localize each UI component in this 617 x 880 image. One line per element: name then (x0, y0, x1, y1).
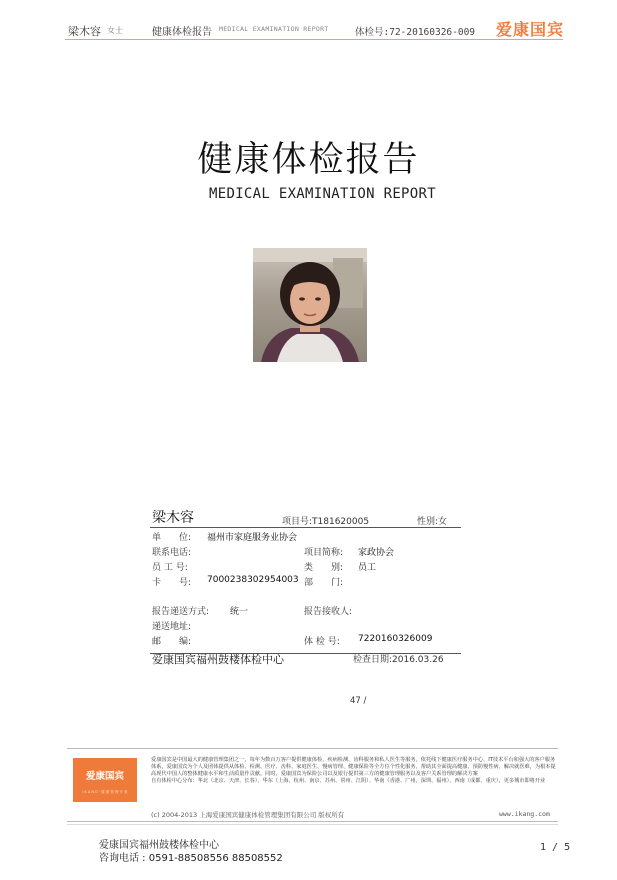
patient-photo-image (253, 248, 367, 362)
footer-center-network: 自有体检中心分布：华北（北京、天津、长春）、华东（上海、杭州、南京、苏州、常州、江阴）、华南（香港、广州、深圳、福州）、西南（成都、重庆），更多城市即将开业 (151, 778, 546, 784)
footer-logo-text: 爱康国宾 (85, 771, 124, 782)
footer-company-description: 爱康国宾是中国最大的健康管理集团之一，每年为数百万客户提供健康体检、疾病检测、齿科服务和私人医生等服务，依托线下健康医疗服务中心、IT技术平台和强大的客户服务体系，爱康国宾为个人及团体提供从体检、检测、医疗、齿科、家庭医生、慢病管理、健康保险等全方位个性化服务，帮助其全面提高健康、预防慢性病、解决就医难，为根本提高现代中国人的整体健康水平和生活质量作贡献。同时，爱康国宾为保险公司以及银行提供第三方的健康管理服务以及客户关系管理的解决方案 (151, 757, 556, 777)
header-report-title: 健康体检报告 (152, 27, 212, 38)
card-number-label: 卡 号: (152, 578, 192, 588)
page-marker: 47 / (350, 696, 367, 706)
unit-value: 福州市家庭服务业协会 (207, 533, 298, 543)
patient-photo (253, 248, 367, 362)
address-label: 递送地址: (152, 622, 192, 632)
bottom-consult-phone: 咨询电话 : 0591-88508556 88508552 (99, 853, 283, 864)
page-bottom-rule (67, 824, 558, 825)
patient-name: 梁木容 (152, 510, 194, 526)
footer-logo-tagline: i K A N G · 健 康 管 理 专 家 (82, 790, 128, 794)
footer-website: www.ikang.com (499, 810, 550, 818)
header-brand-logo: 爱康国宾 (496, 20, 565, 39)
footer-description (151, 757, 557, 785)
footer-top-rule (67, 748, 558, 749)
header-report-title-en: MEDICAL EXAMINATION REPORT (219, 25, 329, 33)
patient-gender: 性别:女 (417, 517, 448, 527)
cover-title: 健康体检报告 (197, 140, 420, 180)
exam-date: 检查日期:2016.03.26 (353, 655, 444, 665)
info-top-rule (150, 527, 461, 528)
category-label: 类 别: (304, 563, 344, 573)
footer-bottom-rule (67, 821, 558, 822)
exam-center-name: 爱康国宾福州鼓楼体检中心 (152, 653, 284, 666)
header-patient-name: 梁木容 (68, 25, 101, 38)
postcode-label: 邮 编: (152, 637, 192, 647)
department-label: 部 门: (304, 578, 344, 588)
phone-label: 联系电话: (152, 548, 192, 558)
header-gender: 女士 (107, 26, 123, 35)
delivery-method-label: 报告递送方式: (152, 607, 210, 617)
header-divider (65, 39, 563, 40)
delivery-method-value: 统一 (230, 607, 249, 617)
exam-number-label: 体 检 号: (304, 637, 340, 647)
project-number: 项目号:T181620005 (282, 517, 370, 527)
employee-number-label: 员 工 号: (152, 563, 188, 573)
receiver-label: 报告接收人: (304, 607, 353, 617)
footer-copyright: (c) 2004-2013 上海爱康国宾健康体检管理集团有限公司 版权所有 (151, 811, 345, 819)
bottom-center-name: 爱康国宾福州鼓楼体检中心 (99, 840, 219, 851)
card-number-value: 7000238302954003 (207, 575, 299, 585)
header-report-number: 体检号:72-20160326-009 (355, 27, 476, 38)
cover-subtitle: MEDICAL EXAMINATION REPORT (209, 186, 436, 202)
category-value: 员工 (358, 563, 377, 573)
unit-label: 单 位: (152, 533, 192, 543)
project-short-value: 家政协会 (358, 548, 395, 558)
page-number: 1 / 5 (540, 842, 571, 853)
project-short-label: 项目简称: (304, 548, 344, 558)
footer-brand-logo (73, 758, 137, 802)
exam-number-value: 7220160326009 (358, 634, 433, 644)
